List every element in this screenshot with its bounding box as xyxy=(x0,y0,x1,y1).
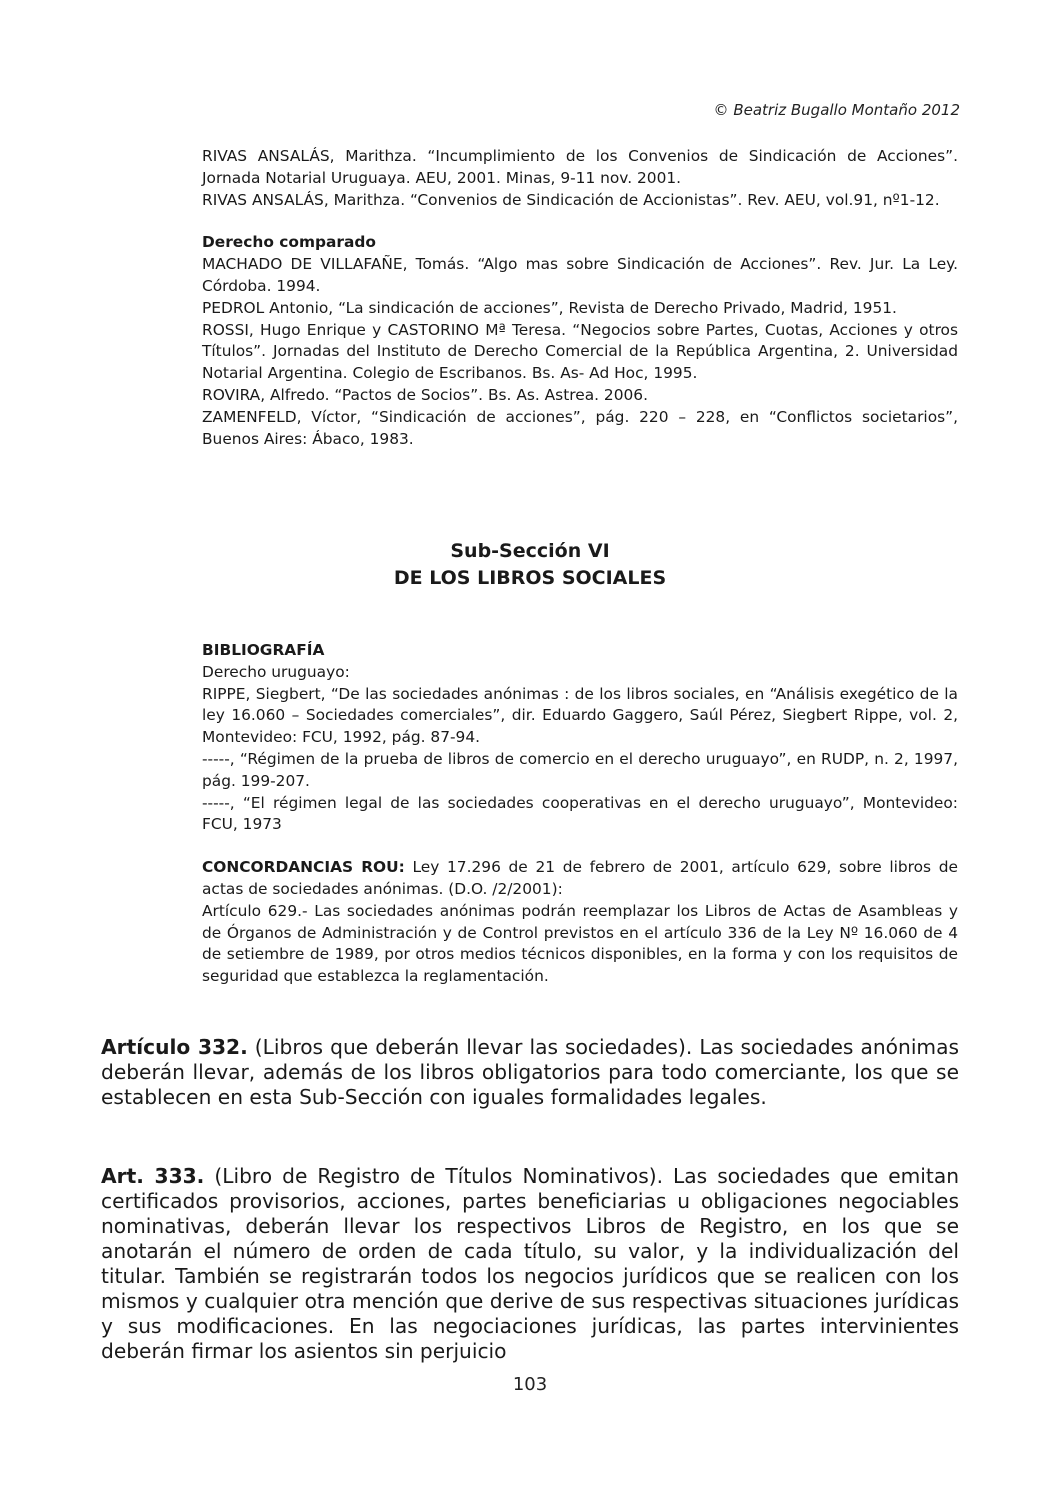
reference-item: RIVAS ANSALÁS, Marithza. “Convenios de Sindicación de Accionistas”. Rev. AEU, vol.91, nº1-12. xyxy=(202,190,940,209)
article-333 xyxy=(101,1164,959,1364)
concordancias-label: CONCORDANCIAS ROU: xyxy=(202,858,405,877)
reference-item: ROSSI, Hugo Enrique y CASTORINO Mª Teresa. “Negocios sobre Partes, Cuotas, Acciones y otros Títulos”. Jornadas del Instituto de Derecho Comercial de la República Argentina, 2. Universidad Notarial Argentina. Colegio de Escribanos. Bs. As- Ad Hoc, 1995. xyxy=(202,320,958,383)
reference-item: -----, “El régimen legal de las sociedades cooperativas en el derecho uruguayo”, Montevideo: FCU, 1973 xyxy=(202,793,958,834)
subsection-heading xyxy=(0,538,1060,592)
bibliography-title: BIBLIOGRAFÍA xyxy=(202,641,325,659)
article-333-paragraph xyxy=(101,1164,959,1364)
article-333-label: Art. 333. xyxy=(101,1164,205,1188)
concordancias-text: Ley 17.296 de 21 de febrero de 2001, artículo 629, sobre libros de actas de sociedades anónimas. (D.O. /2/2001): xyxy=(202,858,958,898)
page-number: 103 xyxy=(512,1374,548,1395)
bibliography xyxy=(202,640,958,988)
reference-item: -----, “Régimen de la prueba de libros de comercio en el derecho uruguayo”, en RUDP, n. 2, 1997, pág. 199-207. xyxy=(202,749,958,790)
article-332-text: (Libros que deberán llevar las sociedades). Las sociedades anónimas deberán llevar, además de los libros obligatorios para todo comerciante, los que se establecen en esta Sub-Sección con iguales formalidades legales. xyxy=(101,1035,959,1109)
article-333-text: (Libro de Registro de Títulos Nominativos). Las sociedades que emitan certificados provisorios, acciones, partes beneficiarias u obligaciones negociables nominativas, deberán llevar los respectivos Libros de Registro, en los que se anotarán el número de orden de cada título, su valor, y la individualización del titular. También se registrarán todos los negocios jurídicos que se realicen con los mismos y cualquier otra mención que derive de sus respectivas situaciones jurídicas y sus modificaciones. En las negociaciones jurídicas, las partes intervinientes deberán firmar los asientos sin perjuicio xyxy=(101,1164,959,1363)
reference-item: MACHADO DE VILLAFAÑE, Tomás. “Algo mas sobre Sindicación de Acciones”. Rev. Jur. La Ley. Córdoba. 1994. xyxy=(202,255,958,295)
bibliography-subtitle: Derecho uruguayo: xyxy=(202,662,350,681)
concordancias-article: Artículo 629.- Las sociedades anónimas podrán reemplazar los Libros de Actas de Asambleas y de Órganos de Administración y de Control previstos en el artículo 336 de la Ley Nº 16.060 de 4 de setiembre de 1989, por otros medios técnicos disponibles, en la forma y con los requisitos de seguridad que establezca la reglamentación. xyxy=(202,901,958,986)
article-332 xyxy=(101,1035,959,1110)
subsection-number: Sub-Sección VI xyxy=(450,540,610,562)
references-top xyxy=(202,146,958,450)
subsection-title: DE LOS LIBROS SOCIALES xyxy=(393,567,667,589)
article-332-label: Artículo 332. xyxy=(101,1035,248,1059)
section-title-derecho-comparado: Derecho comparado xyxy=(202,233,376,252)
article-332-paragraph xyxy=(101,1035,959,1110)
reference-item: ROVIRA, Alfredo. “Pactos de Socios”. Bs. As. Astrea. 2006. xyxy=(202,385,648,404)
reference-item: PEDROL Antonio, “La sindicación de acciones”, Revista de Derecho Privado, Madrid, 1951. xyxy=(202,298,897,317)
reference-item: ZAMENFELD, Víctor, “Sindicación de acciones”, pág. 220 – 228, en “Conflictos societarios”, Buenos Aires: Ábaco, 1983. xyxy=(202,407,958,448)
reference-item: RIPPE, Siegbert, “De las sociedades anónimas : de los libros sociales, en “Análisis exegético de la ley 16.060 – Sociedades comerciales”, dir. Eduardo Gaggero, Saúl Pérez, Siegbert Rippe, vol. 2, Montevideo: FCU, 1992, pág. 87-94. xyxy=(202,684,958,747)
concordancias-paragraph xyxy=(202,857,958,901)
reference-item: RIVAS ANSALÁS, Marithza. “Incumplimiento de los Convenios de Sindicación de Acciones”. Jornada Notarial Uruguaya. AEU, 2001. Minas, 9-11 nov. 2001. xyxy=(202,147,958,187)
page-header-copyright: © Beatriz Bugallo Montaño 2012 xyxy=(713,101,960,119)
